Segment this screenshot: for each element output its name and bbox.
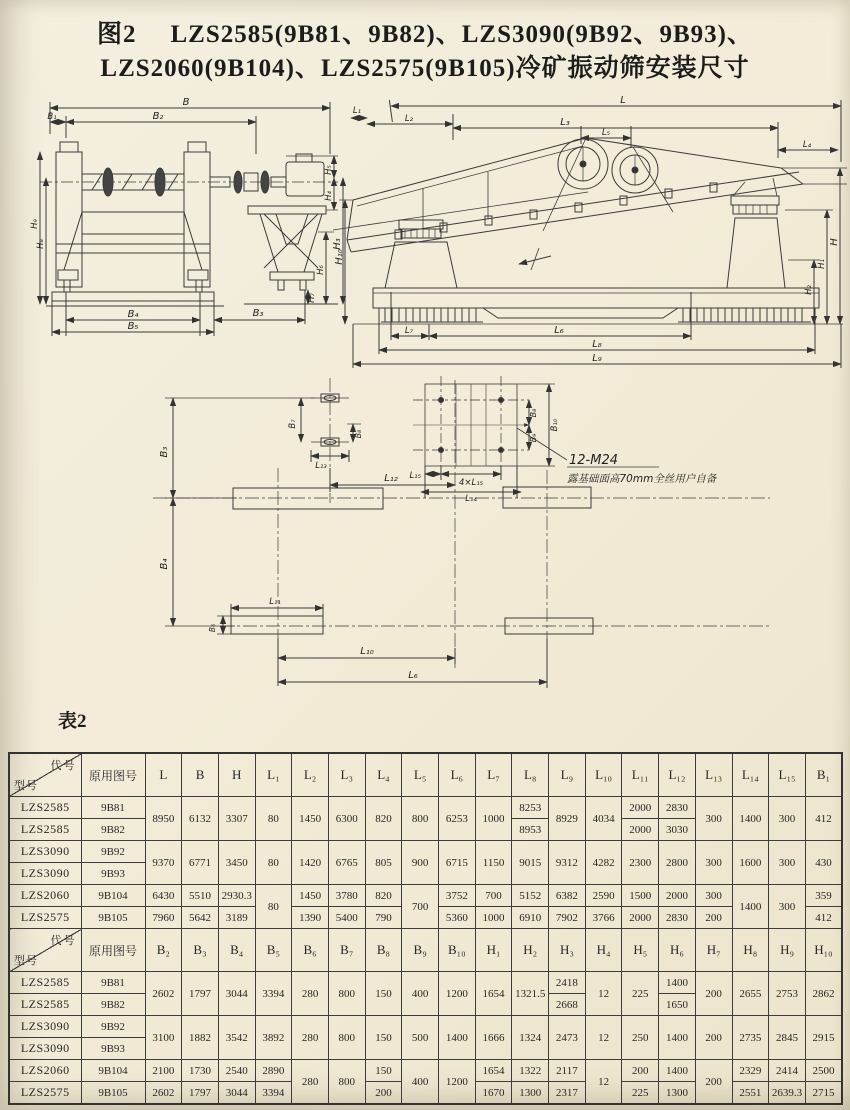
dimension-value-cell: 1500: [622, 885, 659, 907]
dimension-value-cell: 1600: [732, 841, 769, 885]
dimension-value-cell: 9312: [549, 841, 586, 885]
model-cell: LZS3090: [9, 1016, 81, 1038]
dim-label-L4: L₄: [802, 140, 812, 150]
dimension-value-cell: 1797: [182, 972, 219, 1016]
diagonal-header: 代号 型号: [9, 929, 81, 972]
dimension-value-cell: 2915: [805, 1016, 842, 1060]
dimension-value-cell: 3394: [255, 972, 292, 1016]
dimension-value-cell: 12: [585, 1016, 622, 1060]
column-header: H₃: [549, 929, 586, 972]
column-header: L₁₀: [585, 753, 622, 797]
dimension-value-cell: 3542: [218, 1016, 255, 1060]
dimension-value-cell: 150: [365, 1060, 402, 1082]
dimension-value-cell: 6430: [145, 885, 182, 907]
dimension-value-cell: 280: [292, 972, 329, 1016]
dimension-value-cell: 2890: [255, 1060, 292, 1082]
dimension-value-cell: 3044: [218, 972, 255, 1016]
column-header: B₁: [805, 753, 842, 797]
dimension-value-cell: 2300: [622, 841, 659, 885]
dim-label-L9: L₉: [592, 353, 602, 364]
dim-label-B2: B₂: [152, 111, 164, 122]
column-header: H₆: [659, 929, 696, 972]
dimension-value-cell: 412: [805, 797, 842, 841]
dimension-value-cell: 2473: [549, 1016, 586, 1060]
dimension-value-cell: 1654: [475, 1060, 512, 1082]
dimension-value-cell: 1321.5: [512, 972, 549, 1016]
column-header: 原用图号: [81, 753, 145, 797]
dimension-value-cell: 1000: [475, 797, 512, 841]
dimension-value-cell: 3892: [255, 1016, 292, 1060]
dimension-value-cell: 200: [695, 907, 732, 929]
column-header: B₉: [402, 929, 439, 972]
dim-label-H2: H₂: [804, 285, 814, 295]
dimension-value-cell: 359: [805, 885, 842, 907]
diagonal-header: 代号 型号: [9, 753, 81, 797]
dimension-value-cell: 3307: [218, 797, 255, 841]
dimension-value-cell: 80: [255, 841, 292, 885]
dimension-value-cell: 2602: [145, 972, 182, 1016]
table-label: 表2: [58, 711, 87, 732]
column-header: H₄: [585, 929, 622, 972]
drawing-number-cell: 9B81: [81, 972, 145, 994]
dimension-value-cell: 1450: [292, 797, 329, 841]
figure-number: 图2: [96, 21, 137, 48]
dimension-value-cell: 2000: [622, 907, 659, 929]
dimension-value-cell: 1400: [732, 797, 769, 841]
dimension-value-cell: 1666: [475, 1016, 512, 1060]
dimension-value-cell: 2735: [732, 1016, 769, 1060]
column-header: H₂: [512, 929, 549, 972]
dim-label-L5: L₅: [601, 128, 611, 138]
column-header: B₆: [292, 929, 329, 972]
dimension-value-cell: 200: [695, 972, 732, 1016]
drawing-number-cell: 9B104: [81, 885, 145, 907]
column-header: L: [145, 753, 182, 797]
dimension-value-cell: 1400: [659, 1016, 696, 1060]
dimension-value-cell: 280: [292, 1016, 329, 1060]
dimension-value-cell: 5400: [328, 907, 365, 929]
dimension-value-cell: 2000: [622, 797, 659, 819]
dim-label-L8: L₈: [592, 339, 602, 350]
dimension-value-cell: 150: [365, 1016, 402, 1060]
column-header: L₁₃: [695, 753, 732, 797]
dimension-value-cell: 2414: [769, 1060, 806, 1082]
dimension-value-cell: 2715: [805, 1082, 842, 1105]
dim-label-H1: H₁: [817, 259, 827, 269]
dimension-value-cell: 1450: [292, 885, 329, 907]
dimension-value-cell: 1654: [475, 972, 512, 1016]
dimension-value-cell: 5360: [439, 907, 476, 929]
dimension-value-cell: 8253: [512, 797, 549, 819]
dim-label-H5: H₅: [324, 165, 334, 175]
dimension-value-cell: 1324: [512, 1016, 549, 1060]
dimension-value-cell: 6771: [182, 841, 219, 885]
dim-label-L13: L₁₃: [315, 461, 327, 471]
dimension-value-cell: 9370: [145, 841, 182, 885]
column-header: L₁₅: [769, 753, 806, 797]
model-cell: LZS2585: [9, 994, 81, 1016]
dimension-value-cell: 200: [622, 1060, 659, 1082]
dimension-value-cell: 250: [622, 1016, 659, 1060]
dimension-value-cell: 1797: [182, 1082, 219, 1105]
dimension-value-cell: 2845: [769, 1016, 806, 1060]
model-cell: LZS2585: [9, 797, 81, 819]
drawing-number-cell: 9B92: [81, 841, 145, 863]
dimension-value-cell: 200: [365, 1082, 402, 1105]
dimension-value-cell: 2100: [145, 1060, 182, 1082]
dimension-value-cell: 800: [402, 797, 439, 841]
dimension-value-cell: 2602: [145, 1082, 182, 1105]
dim-label-B: B: [182, 97, 190, 108]
dimension-value-cell: 2000: [659, 885, 696, 907]
dimension-value-cell: 430: [805, 841, 842, 885]
dimension-value-cell: 820: [365, 885, 402, 907]
dimension-value-cell: 1000: [475, 907, 512, 929]
dimension-value-cell: 1200: [439, 972, 476, 1016]
column-header: H: [218, 753, 255, 797]
dimension-value-cell: 8950: [145, 797, 182, 841]
model-cell: LZS2060: [9, 1060, 81, 1082]
drawing-number-cell: 9B105: [81, 907, 145, 929]
title-text-2: LZS2060(9B104)、LZS2575(9B105)冷矿振动筛安装尺寸: [100, 55, 750, 82]
dimension-value-cell: 3044: [218, 1082, 255, 1105]
dimension-value-cell: 1400: [439, 1016, 476, 1060]
dim-label-H6: H₆: [316, 265, 326, 275]
dim-label-B6: B₆: [208, 623, 217, 633]
dimension-value-cell: 400: [402, 972, 439, 1016]
model-cell: LZS3090: [9, 863, 81, 885]
column-header: H₁₀: [805, 929, 842, 972]
dimension-value-cell: 900: [402, 841, 439, 885]
dimension-value-cell: 1400: [659, 1060, 696, 1082]
column-header: B₄: [218, 929, 255, 972]
dimension-value-cell: 800: [328, 1016, 365, 1060]
dimension-value-cell: 6765: [328, 841, 365, 885]
column-header: B₃: [182, 929, 219, 972]
dimension-value-cell: 5152: [512, 885, 549, 907]
dimension-value-cell: 2540: [218, 1060, 255, 1082]
drawing-number-cell: 9B93: [81, 1038, 145, 1060]
dimension-value-cell: 2862: [805, 972, 842, 1016]
drawing-number-cell: 9B92: [81, 1016, 145, 1038]
dim-label-L2: L₂: [404, 114, 414, 124]
dimension-value-cell: 1730: [182, 1060, 219, 1082]
dimension-value-cell: 800: [328, 972, 365, 1016]
bolt-note: 露基础面高70mm全丝用户自备: [567, 473, 717, 485]
drawing-number-cell: 9B81: [81, 797, 145, 819]
dimension-value-cell: 225: [622, 1082, 659, 1105]
dimension-value-cell: 1420: [292, 841, 329, 885]
dimension-value-cell: 5510: [182, 885, 219, 907]
dimension-value-cell: 300: [695, 841, 732, 885]
column-header: H₁: [475, 929, 512, 972]
dim-label-B5: B₅: [127, 321, 139, 332]
column-header: B₅: [255, 929, 292, 972]
dimension-value-cell: 1400: [732, 885, 769, 929]
dim-label-L11: L₁₁: [269, 597, 281, 607]
dim-label-B1: B₁: [47, 112, 57, 122]
dim-label-B7: B₇: [288, 419, 298, 429]
dimension-value-cell: 9015: [512, 841, 549, 885]
dim-label-B3: B₃: [252, 308, 264, 319]
column-header: L₄: [365, 753, 402, 797]
dimension-value-cell: 3394: [255, 1082, 292, 1105]
model-cell: LZS2585: [9, 819, 81, 841]
dimension-value-cell: 1150: [475, 841, 512, 885]
dim-label-H3: H₃: [332, 238, 343, 250]
column-header: 原用图号: [81, 929, 145, 972]
dim-label-H: H: [829, 238, 840, 246]
dimension-value-cell: 2668: [549, 994, 586, 1016]
dimension-value-cell: 6253: [439, 797, 476, 841]
column-header: L₉: [549, 753, 586, 797]
dimension-value-cell: 6715: [439, 841, 476, 885]
dimensions-table: [8, 752, 843, 1105]
dimension-value-cell: 1390: [292, 907, 329, 929]
dimension-value-cell: 6132: [182, 797, 219, 841]
dimension-value-cell: 7902: [549, 907, 586, 929]
model-cell: LZS3090: [9, 1038, 81, 1060]
column-header: H₅: [622, 929, 659, 972]
dimension-value-cell: 1300: [512, 1082, 549, 1105]
dimension-value-cell: 1400: [659, 972, 696, 994]
dimension-value-cell: 12: [585, 972, 622, 1016]
dim-label-L10: L₁₀: [360, 646, 374, 657]
dim-label-H7: H₇: [307, 293, 317, 303]
dimension-value-cell: 4034: [585, 797, 622, 841]
dimension-value-cell: 4282: [585, 841, 622, 885]
dimension-value-cell: 700: [402, 885, 439, 929]
figure-title: [0, 18, 850, 86]
dimension-value-cell: 2418: [549, 972, 586, 994]
dim-label-B9: B₉: [529, 433, 538, 443]
drawing-number-cell: 9B82: [81, 819, 145, 841]
dim-label-H8: H₈: [36, 239, 46, 249]
dimension-value-cell: 2639.3: [769, 1082, 806, 1105]
dimension-value-cell: 2317: [549, 1082, 586, 1105]
column-header: L₈: [512, 753, 549, 797]
dimension-value-cell: 5642: [182, 907, 219, 929]
dimension-value-cell: 1300: [659, 1082, 696, 1105]
dimension-value-cell: 500: [402, 1016, 439, 1060]
dim-label-L1: L₁: [352, 106, 362, 116]
column-header: L₂: [292, 753, 329, 797]
model-cell: LZS2060: [9, 885, 81, 907]
dimension-value-cell: 2551: [732, 1082, 769, 1105]
dimension-value-cell: 2655: [732, 972, 769, 1016]
dimension-value-cell: 2000: [622, 819, 659, 841]
dimension-value-cell: 8929: [549, 797, 586, 841]
column-header: L₆: [439, 753, 476, 797]
column-header: L₅: [402, 753, 439, 797]
dimension-value-cell: 805: [365, 841, 402, 885]
bolt-callout: 12-M24: [569, 453, 618, 468]
dim-label-H10: H₁₀: [334, 249, 345, 265]
dimension-value-cell: 280: [292, 1060, 329, 1105]
dim-label-B4: B₄: [127, 309, 139, 320]
dimension-value-cell: 3030: [659, 819, 696, 841]
dimension-value-cell: 2753: [769, 972, 806, 1016]
column-header: B₇: [328, 929, 365, 972]
dimension-value-cell: 412: [805, 907, 842, 929]
dimension-value-cell: 3450: [218, 841, 255, 885]
dimension-value-cell: 12: [585, 1060, 622, 1105]
dimension-value-cell: 790: [365, 907, 402, 929]
dim-label-L: L: [620, 95, 626, 106]
dimension-value-cell: 300: [769, 885, 806, 929]
drawing-number-cell: 9B82: [81, 994, 145, 1016]
column-header: H₈: [732, 929, 769, 972]
dimension-value-cell: 2800: [659, 841, 696, 885]
dim-label-B8-top: B₈: [354, 429, 363, 439]
dimension-value-cell: 3100: [145, 1016, 182, 1060]
dim-label-L14: L₁₄: [465, 494, 477, 504]
figure-title-line1: [0, 18, 850, 52]
dimension-value-cell: 3766: [585, 907, 622, 929]
dim-label-L6: L₆: [408, 670, 418, 681]
dimension-value-cell: 200: [695, 1016, 732, 1060]
dimension-value-cell: 2500: [805, 1060, 842, 1082]
dim-label-B3: B₃: [159, 446, 170, 458]
end-view-drawing: [30, 94, 350, 346]
drawing-number-cell: 9B104: [81, 1060, 145, 1082]
column-header: L₁₄: [732, 753, 769, 797]
dim-label-B8: B₈: [529, 408, 538, 418]
dim-label-B10: B₁₀: [550, 418, 560, 432]
dim-label-L3: L₃: [560, 117, 570, 128]
dimension-value-cell: 1882: [182, 1016, 219, 1060]
model-cell: LZS3090: [9, 841, 81, 863]
model-cell: LZS2585: [9, 972, 81, 994]
dimension-value-cell: 2930.3: [218, 885, 255, 907]
column-header: B₈: [365, 929, 402, 972]
column-header: H₉: [769, 929, 806, 972]
dimension-value-cell: 6382: [549, 885, 586, 907]
column-header: L₁: [255, 753, 292, 797]
dimension-value-cell: 2329: [732, 1060, 769, 1082]
column-header: B₂: [145, 929, 182, 972]
dim-label-4xL15: 4×L₁₅: [458, 478, 484, 488]
model-cell: LZS2575: [9, 1082, 81, 1105]
dimension-value-cell: 225: [622, 972, 659, 1016]
model-cell: LZS2575: [9, 907, 81, 929]
dimension-value-cell: 800: [328, 1060, 365, 1105]
dim-label-H4: H₄: [324, 191, 334, 201]
dimension-value-cell: 2830: [659, 797, 696, 819]
dimension-value-cell: 200: [695, 1060, 732, 1105]
column-header: L₁₁: [622, 753, 659, 797]
column-header: B: [182, 753, 219, 797]
dimension-value-cell: 1322: [512, 1060, 549, 1082]
dim-label-L6: L₆: [554, 325, 564, 336]
dimension-value-cell: 80: [255, 885, 292, 929]
dimension-value-cell: 400: [402, 1060, 439, 1105]
dimension-value-cell: 3752: [439, 885, 476, 907]
dimension-value-cell: 300: [769, 841, 806, 885]
column-header: B₁₀: [439, 929, 476, 972]
column-header: L₁₂: [659, 753, 696, 797]
dimension-value-cell: 820: [365, 797, 402, 841]
dimension-value-cell: 8953: [512, 819, 549, 841]
dimension-value-cell: 150: [365, 972, 402, 1016]
column-header: L₃: [328, 753, 365, 797]
column-header: H₇: [695, 929, 732, 972]
dimension-value-cell: 6910: [512, 907, 549, 929]
dimension-value-cell: 300: [695, 797, 732, 841]
title-text-1: LZS2585(9B81、9B82)、LZS3090(9B92、9B93)、: [170, 21, 754, 48]
dimension-value-cell: 300: [769, 797, 806, 841]
dimension-value-cell: 80: [255, 797, 292, 841]
dimension-value-cell: 7960: [145, 907, 182, 929]
dim-label-L15: L₁₅: [409, 471, 421, 481]
dimension-value-cell: 1670: [475, 1082, 512, 1105]
dimension-value-cell: 300: [695, 885, 732, 907]
column-header: L₇: [475, 753, 512, 797]
dimension-value-cell: 2117: [549, 1060, 586, 1082]
dim-label-L7: L₇: [404, 326, 414, 336]
dimension-value-cell: 700: [475, 885, 512, 907]
dimension-value-cell: 3780: [328, 885, 365, 907]
dim-label-L12: L₁₂: [384, 473, 398, 484]
drawing-number-cell: 9B93: [81, 863, 145, 885]
foundation-plan-drawing: [125, 368, 785, 700]
dimension-value-cell: 3189: [218, 907, 255, 929]
dimension-value-cell: 2830: [659, 907, 696, 929]
dimension-value-cell: 1650: [659, 994, 696, 1016]
dimension-value-cell: 2590: [585, 885, 622, 907]
drawing-number-cell: 9B105: [81, 1082, 145, 1105]
dimension-value-cell: 6300: [328, 797, 365, 841]
dim-label-H9: H₉: [30, 219, 40, 229]
dim-label-B4: B₄: [159, 558, 170, 570]
dimension-value-cell: 1200: [439, 1060, 476, 1105]
side-view-drawing: [333, 92, 850, 372]
